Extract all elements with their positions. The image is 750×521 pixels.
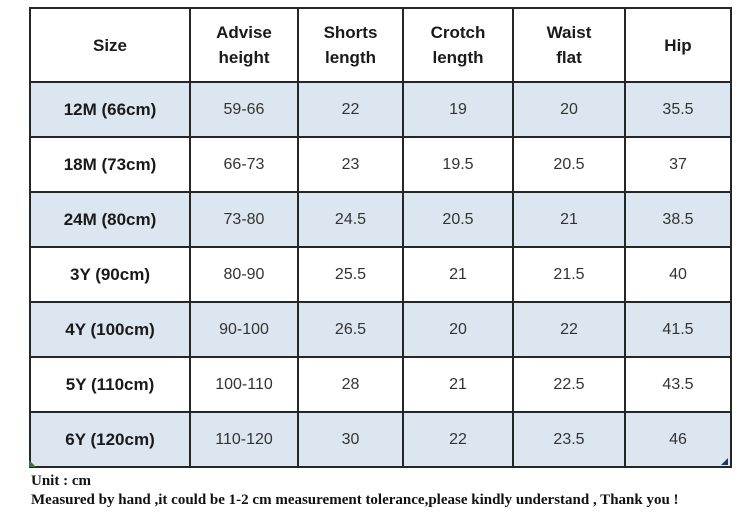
value-cell: 66-73 (190, 137, 298, 192)
column-header-crotch-length (403, 8, 513, 82)
table-row-4y (30, 302, 731, 357)
footer-note (31, 472, 679, 510)
value-cell: 37 (625, 137, 731, 192)
column-header-size-label: Size (92, 35, 128, 55)
size-cell: 24M (80cm) (30, 192, 190, 247)
unit-label: Unit : cm (31, 473, 91, 489)
column-header-shorts-length-label: Shorts length (323, 23, 378, 67)
tolerance-note: Measured by hand ,it could be 1-2 cm measurement tolerance,please kindly understand , Thank you ! (31, 492, 679, 508)
value-cell: 19 (403, 82, 513, 137)
value-cell: 28 (298, 357, 403, 412)
value-cell: 20.5 (403, 192, 513, 247)
table-row-6y (30, 412, 731, 467)
table-row-5y (30, 357, 731, 412)
value-cell: 21 (403, 357, 513, 412)
column-header-waist-flat-label: Waist flat (546, 23, 592, 67)
column-header-advise-height-label: Advise height (216, 23, 272, 67)
table-row-18m (30, 137, 731, 192)
table-row-24m (30, 192, 731, 247)
value-cell: 59-66 (190, 82, 298, 137)
value-cell: 46 (625, 412, 731, 467)
size-cell: 12M (66cm) (30, 82, 190, 137)
value-cell: 21 (513, 192, 625, 247)
value-cell: 80-90 (190, 247, 298, 302)
value-cell: 41.5 (625, 302, 731, 357)
value-cell: 22 (298, 82, 403, 137)
value-cell: 30 (298, 412, 403, 467)
value-cell: 21 (403, 247, 513, 302)
corner-artifact-navy (721, 458, 728, 465)
value-cell: 25.5 (298, 247, 403, 302)
value-cell: 90-100 (190, 302, 298, 357)
column-header-crotch-length-label: Crotch length (430, 23, 486, 67)
size-cell: 3Y (90cm) (30, 247, 190, 302)
value-cell: 73-80 (190, 192, 298, 247)
value-cell: 22 (403, 412, 513, 467)
value-cell: 23 (298, 137, 403, 192)
value-cell: 35.5 (625, 82, 731, 137)
corner-artifact-green (29, 460, 36, 467)
column-header-shorts-length (298, 8, 403, 82)
table-row-12m (30, 82, 731, 137)
value-cell: 43.5 (625, 357, 731, 412)
size-cell: 4Y (100cm) (30, 302, 190, 357)
size-cell: 5Y (110cm) (30, 357, 190, 412)
header-row (30, 8, 731, 82)
value-cell: 22 (513, 302, 625, 357)
column-header-hip (625, 8, 731, 82)
size-cell: 18M (73cm) (30, 137, 190, 192)
value-cell: 21.5 (513, 247, 625, 302)
value-cell: 23.5 (513, 412, 625, 467)
value-cell: 100-110 (190, 357, 298, 412)
value-cell: 110-120 (190, 412, 298, 467)
value-cell: 24.5 (298, 192, 403, 247)
table-row-3y (30, 247, 731, 302)
size-chart-table (29, 7, 732, 468)
value-cell: 40 (625, 247, 731, 302)
size-cell: 6Y (120cm) (30, 412, 190, 467)
value-cell: 26.5 (298, 302, 403, 357)
value-cell: 22.5 (513, 357, 625, 412)
column-header-size (30, 8, 190, 82)
value-cell: 20.5 (513, 137, 625, 192)
value-cell: 19.5 (403, 137, 513, 192)
column-header-advise-height (190, 8, 298, 82)
value-cell: 38.5 (625, 192, 731, 247)
column-header-waist-flat (513, 8, 625, 82)
value-cell: 20 (403, 302, 513, 357)
value-cell: 20 (513, 82, 625, 137)
column-header-hip-label: Hip (664, 35, 692, 55)
